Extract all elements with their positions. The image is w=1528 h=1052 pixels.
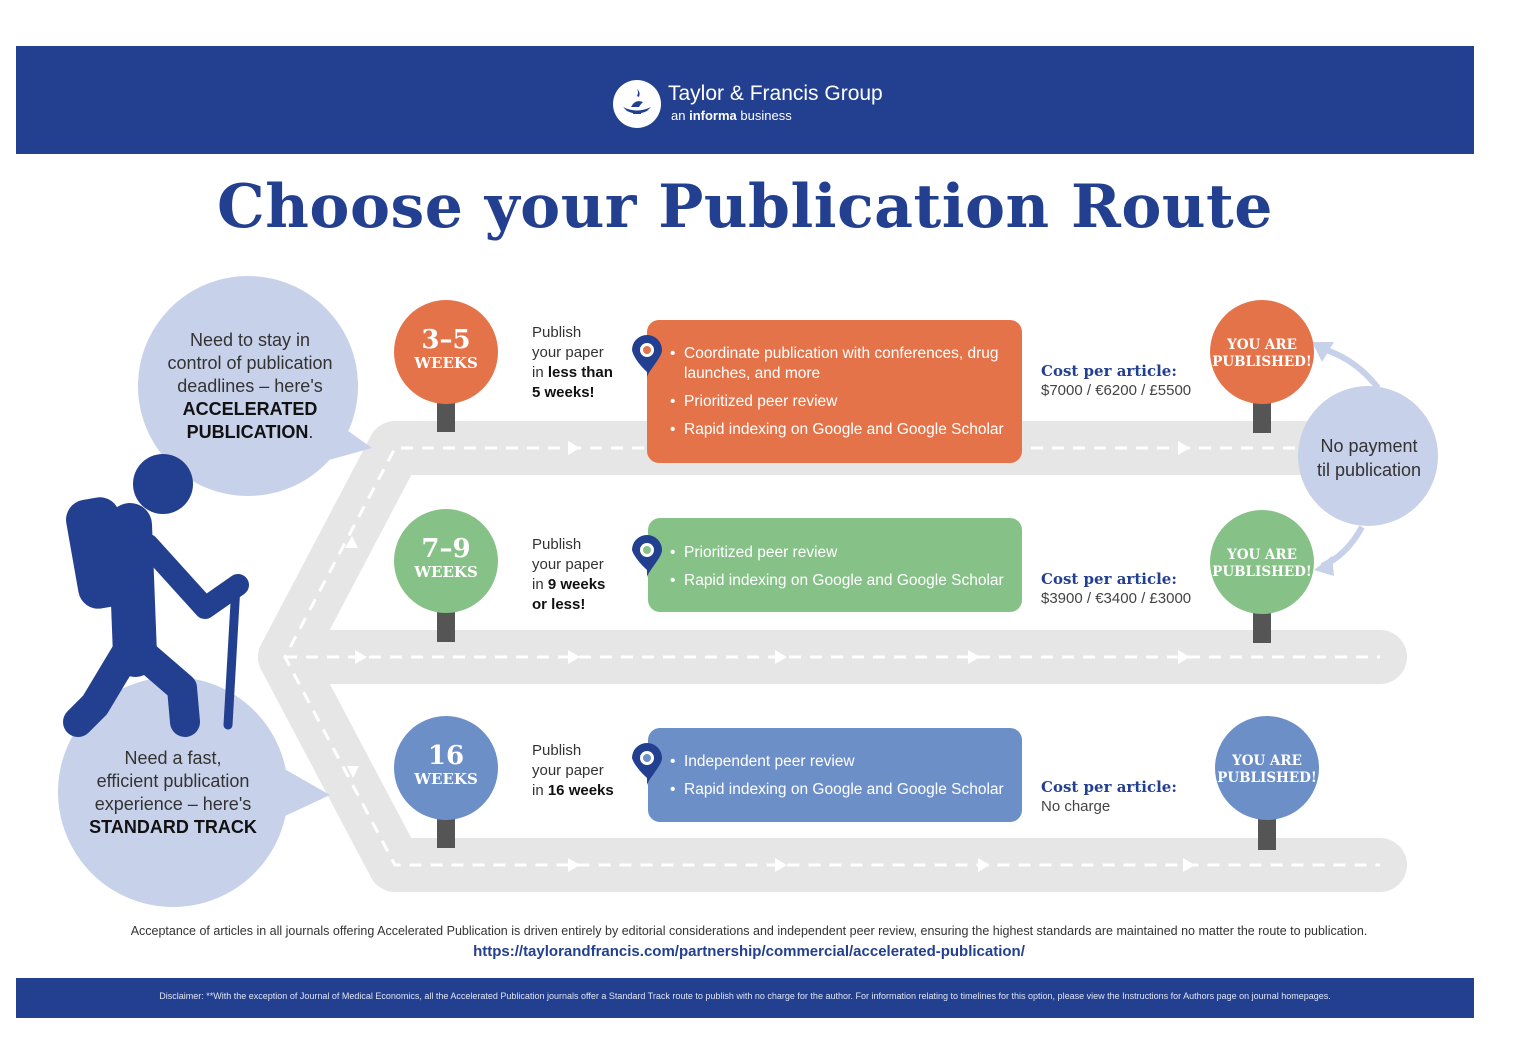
feature-item: • Independent peer review [670,752,1010,772]
cost-label-fast: Cost per article: [1041,570,1177,588]
feature-item: • Rapid indexing on Google and Google Scholar [670,780,1010,800]
feature-item: • Prioritized peer review [670,392,1010,412]
feature-list-accelerated [670,344,1010,448]
bubble-accelerated-text: Need to stay in control of publication deadlines – here's ACCELERATED PUBLICATION. [167,330,333,442]
accelerated-publication-link[interactable]: https://taylorandfrancis.com/partnership/commercial/accelerated-publication/ [473,943,1025,960]
cost-label-accelerated: Cost per article: [1041,362,1177,380]
marker-label-standard: 16 WEEKS [414,741,478,788]
feature-item: • Coordinate publication with conferences, drug launches, and more [670,344,1010,384]
cost-label-standard: Cost per article: [1041,778,1177,796]
feature-list-fast [670,543,1010,599]
acceptance-note: Acceptance of articles in all journals offering Accelerated Publication is driven entirely by editorial considerations and independent peer review, ensuring the highest standards are maintained no matter the route to publication. [130,924,1368,938]
feature-item: • Prioritized peer review [670,543,1010,563]
cost-value-accelerated: $7000 / €6200 / £5500 [1041,382,1192,399]
published-label-fast: YOU ARE PUBLISHED! [1212,547,1312,580]
publish-text-standard: Publish your paper in 16 weeks [532,742,614,799]
disclaimer-text: Disclaimer: **With the exception of Journal of Medical Economics, all the Accelerated Publication journals offer a Standard Track route to publish with no charge for the author. For information relating to timelines for this option, please view the Instructions for Authors page on journal homepages. [159,991,1331,1001]
brand-subtitle: an informa business [671,108,792,123]
feature-item: • Rapid indexing on Google and Google Scholar [670,571,1010,591]
cost-value-fast: $3900 / €3400 / £3000 [1041,590,1192,607]
feature-item: • Rapid indexing on Google and Google Scholar [670,420,1010,440]
bubble-standard-text: Need a fast, efficient publication experience – here's STANDARD TRACK [89,748,257,837]
publish-text-fast: Publish your paper in 9 weeks or less! [532,536,606,613]
published-label-standard: YOU ARE PUBLISHED! [1217,753,1317,786]
marker-label-fast: 7–9 WEEKS [414,534,478,581]
feature-list-standard [670,752,1010,808]
published-label-accelerated: YOU ARE PUBLISHED! [1212,337,1312,370]
publish-text-accelerated: Publish your paper in less than 5 weeks! [532,324,613,401]
page-title: Choose your Publication Route [217,172,1273,242]
payment-bubble-text: No payment til publication [1316,436,1422,480]
cost-value-standard: No charge [1041,798,1111,815]
marker-label-accelerated: 3–5 WEEKS [414,325,478,372]
brand-name: Taylor & Francis Group [668,82,883,105]
